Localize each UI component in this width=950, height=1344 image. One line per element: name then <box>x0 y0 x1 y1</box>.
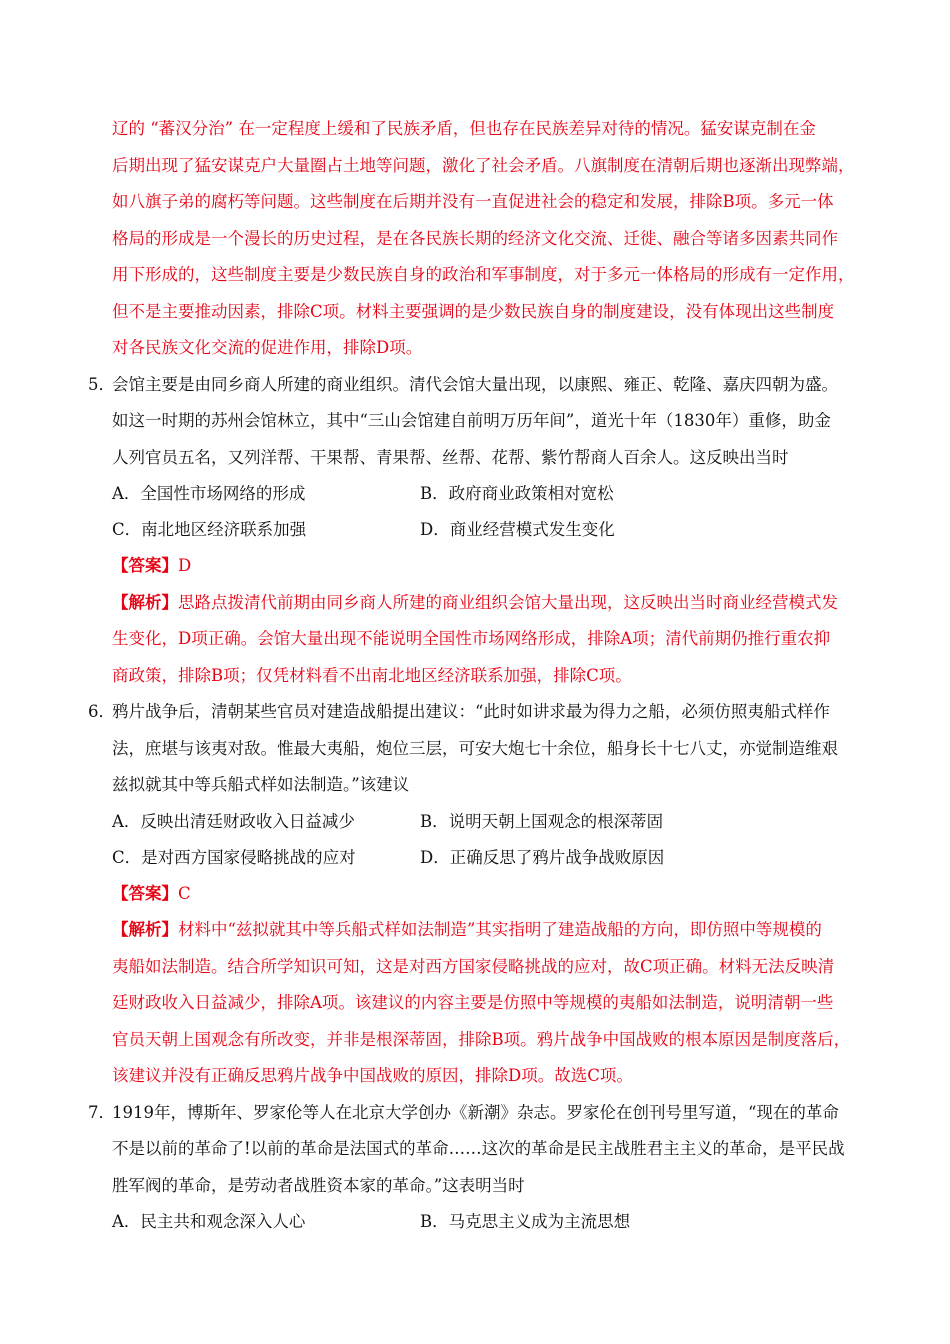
question-stem-line: 兹拟就其中等兵船式样如法制造。”该建议 <box>112 775 410 794</box>
analysis-label: 【解析】 <box>112 592 178 612</box>
question-stem-line: 如这一时期的苏州会馆林立，其中“三山会馆建自前明万历年间”，道光十年（1830年）重修，助金 <box>112 411 831 430</box>
analysis-line: 生变化，D项正确。会馆大量出现不能说明全国性市场网络形成，排除A项；清代前期仍推行重农抑 <box>112 629 831 648</box>
explanation-line: 格局的形成是一个漫长的历史过程，是在各民族长期的经济文化交流、迁徙、融合等诸多因素共同作 <box>112 228 838 248</box>
question-number: 7． <box>88 1102 115 1122</box>
options-row <box>88 1204 864 1240</box>
question-stem-line: 6．鸦片战争后，清朝某些官员对建造战船提出建议：“此时如讲求最为得力之船，必须仿照夷船式样作 <box>88 694 864 731</box>
question-stem-line: 不是以前的革命了!以前的革命是法国式的革命……这次的革命是民主战胜君主主义的革命，是平民战 <box>112 1139 845 1158</box>
analysis-line: 商政策，排除B项；仅凭材料看不出南北地区经济联系加强，排除C项。 <box>112 665 632 685</box>
option-c: C．南北地区经济联系加强 <box>112 520 307 539</box>
analysis-line: 【解析】思路点拨清代前期由同乡商人所建的商业组织会馆大量出现，这反映出当时商业经营模式发 <box>112 592 838 612</box>
option-a: A．民主共和观念深入人心 <box>112 1212 306 1231</box>
option-d: D．商业经营模式发生变化 <box>420 520 615 539</box>
question-7 <box>88 1095 864 1241</box>
question-5 <box>88 367 864 695</box>
answer-label: 【答案】 <box>112 556 178 575</box>
analysis-line: 官员天朝上国观念有所改变，并非是根深蒂固，排除B项。鸦片战争中国战败的根本原因是制度落后， <box>112 1029 851 1049</box>
answer-line <box>88 548 864 585</box>
question-stem-line: 法，庶堪与该夷对敌。惟最大夷船，炮位三层，可安大炮七十余位，船身长十七八丈，亦觉制造维艰 <box>112 738 838 758</box>
analysis-line: 廷财政收入日益减少，排除A项。该建议的内容主要是仿照中等规模的夷船如法制造，说明清朝一些 <box>112 993 834 1012</box>
option-c: C．是对西方国家侵略挑战的应对 <box>112 847 356 867</box>
option-b: B．政府商业政策相对宽松 <box>420 484 614 503</box>
document-content <box>88 111 864 1240</box>
options-row <box>88 512 864 548</box>
option-d: D．正确反思了鸦片战争战败原因 <box>420 847 665 867</box>
answer-line <box>88 876 864 913</box>
explanation-line: 对各民族文化交流的促进作用，排除D项。 <box>112 338 423 357</box>
question-6 <box>88 694 864 1095</box>
analysis-line: 夷船如法制造。结合所学知识可知，这是对西方国家侵略挑战的应对，故C项正确。材料无法反映清 <box>112 956 835 976</box>
question-stem-line: 5．会馆主要是由同乡商人所建的商业组织。清代会馆大量出现，以康熙、雍正、乾隆、嘉庆四朝为盛。 <box>88 367 864 404</box>
question-number: 5． <box>88 374 115 394</box>
analysis-line: 【解析】材料中“兹拟就其中等兵船式样如法制造”其实指明了建造战船的方向，即仿照中等规模的 <box>112 920 822 939</box>
explanation-line: 后期出现了猛安谋克户大量圈占土地等问题，激化了社会矛盾。八旗制度在清朝后期也逐渐出现弊端， <box>112 155 855 175</box>
option-b: B．说明天朝上国观念的根深蒂固 <box>420 811 664 831</box>
analysis-label: 【解析】 <box>112 920 178 939</box>
question-stem-line: 7．1919年，博斯年、罗家伦等人在北京大学创办《新潮》杂志。罗家伦在创刊号里写道，“现在的革命 <box>88 1095 864 1132</box>
options-row <box>88 840 864 876</box>
question-number: 6． <box>88 702 115 721</box>
explanation-line: 如八旗子弟的腐朽等问题。这些制度在后期并没有一直促进社会的稳定和发展，排除B项。多元一体 <box>112 192 834 211</box>
question-stem-line: 人列官员五名，又列洋帮、干果帮、青果帮、丝帮、花帮、紫竹帮商人百余人。这反映出当时 <box>112 447 789 467</box>
question-stem-line: 胜军阀的革命，是劳动者战胜资本家的革命。”这表明当时 <box>112 1175 525 1195</box>
explanation-line: 辽的 “蕃汉分治” 在一定程度上缓和了民族矛盾，但也存在民族差异对待的情况。猛安谋克制在金 <box>112 119 816 138</box>
options-row <box>88 476 864 512</box>
options-row <box>88 804 864 840</box>
analysis-line: 该建议并没有正确反思鸦片战争中国战败的原因，排除D项。故选C项。 <box>112 1066 633 1085</box>
option-a: A．全国性市场网络的形成 <box>112 484 306 503</box>
option-a: A．反映出清廷财政收入日益减少 <box>112 811 355 831</box>
answer-label: 【答案】 <box>112 883 178 903</box>
explanation-line: 用下形成的，这些制度主要是少数民族自身的政治和军事制度，对于多元一体格局的形成有一定作用， <box>112 265 855 284</box>
answer-value: C <box>178 883 191 903</box>
answer-value: D <box>178 556 192 575</box>
prev-explanation <box>88 111 864 367</box>
option-b: B．马克思主义成为主流思想 <box>420 1212 631 1231</box>
explanation-line: 但不是主要推动因素，排除C项。材料主要强调的是少数民族自身的制度建设，没有体现出这些制度 <box>112 301 835 321</box>
